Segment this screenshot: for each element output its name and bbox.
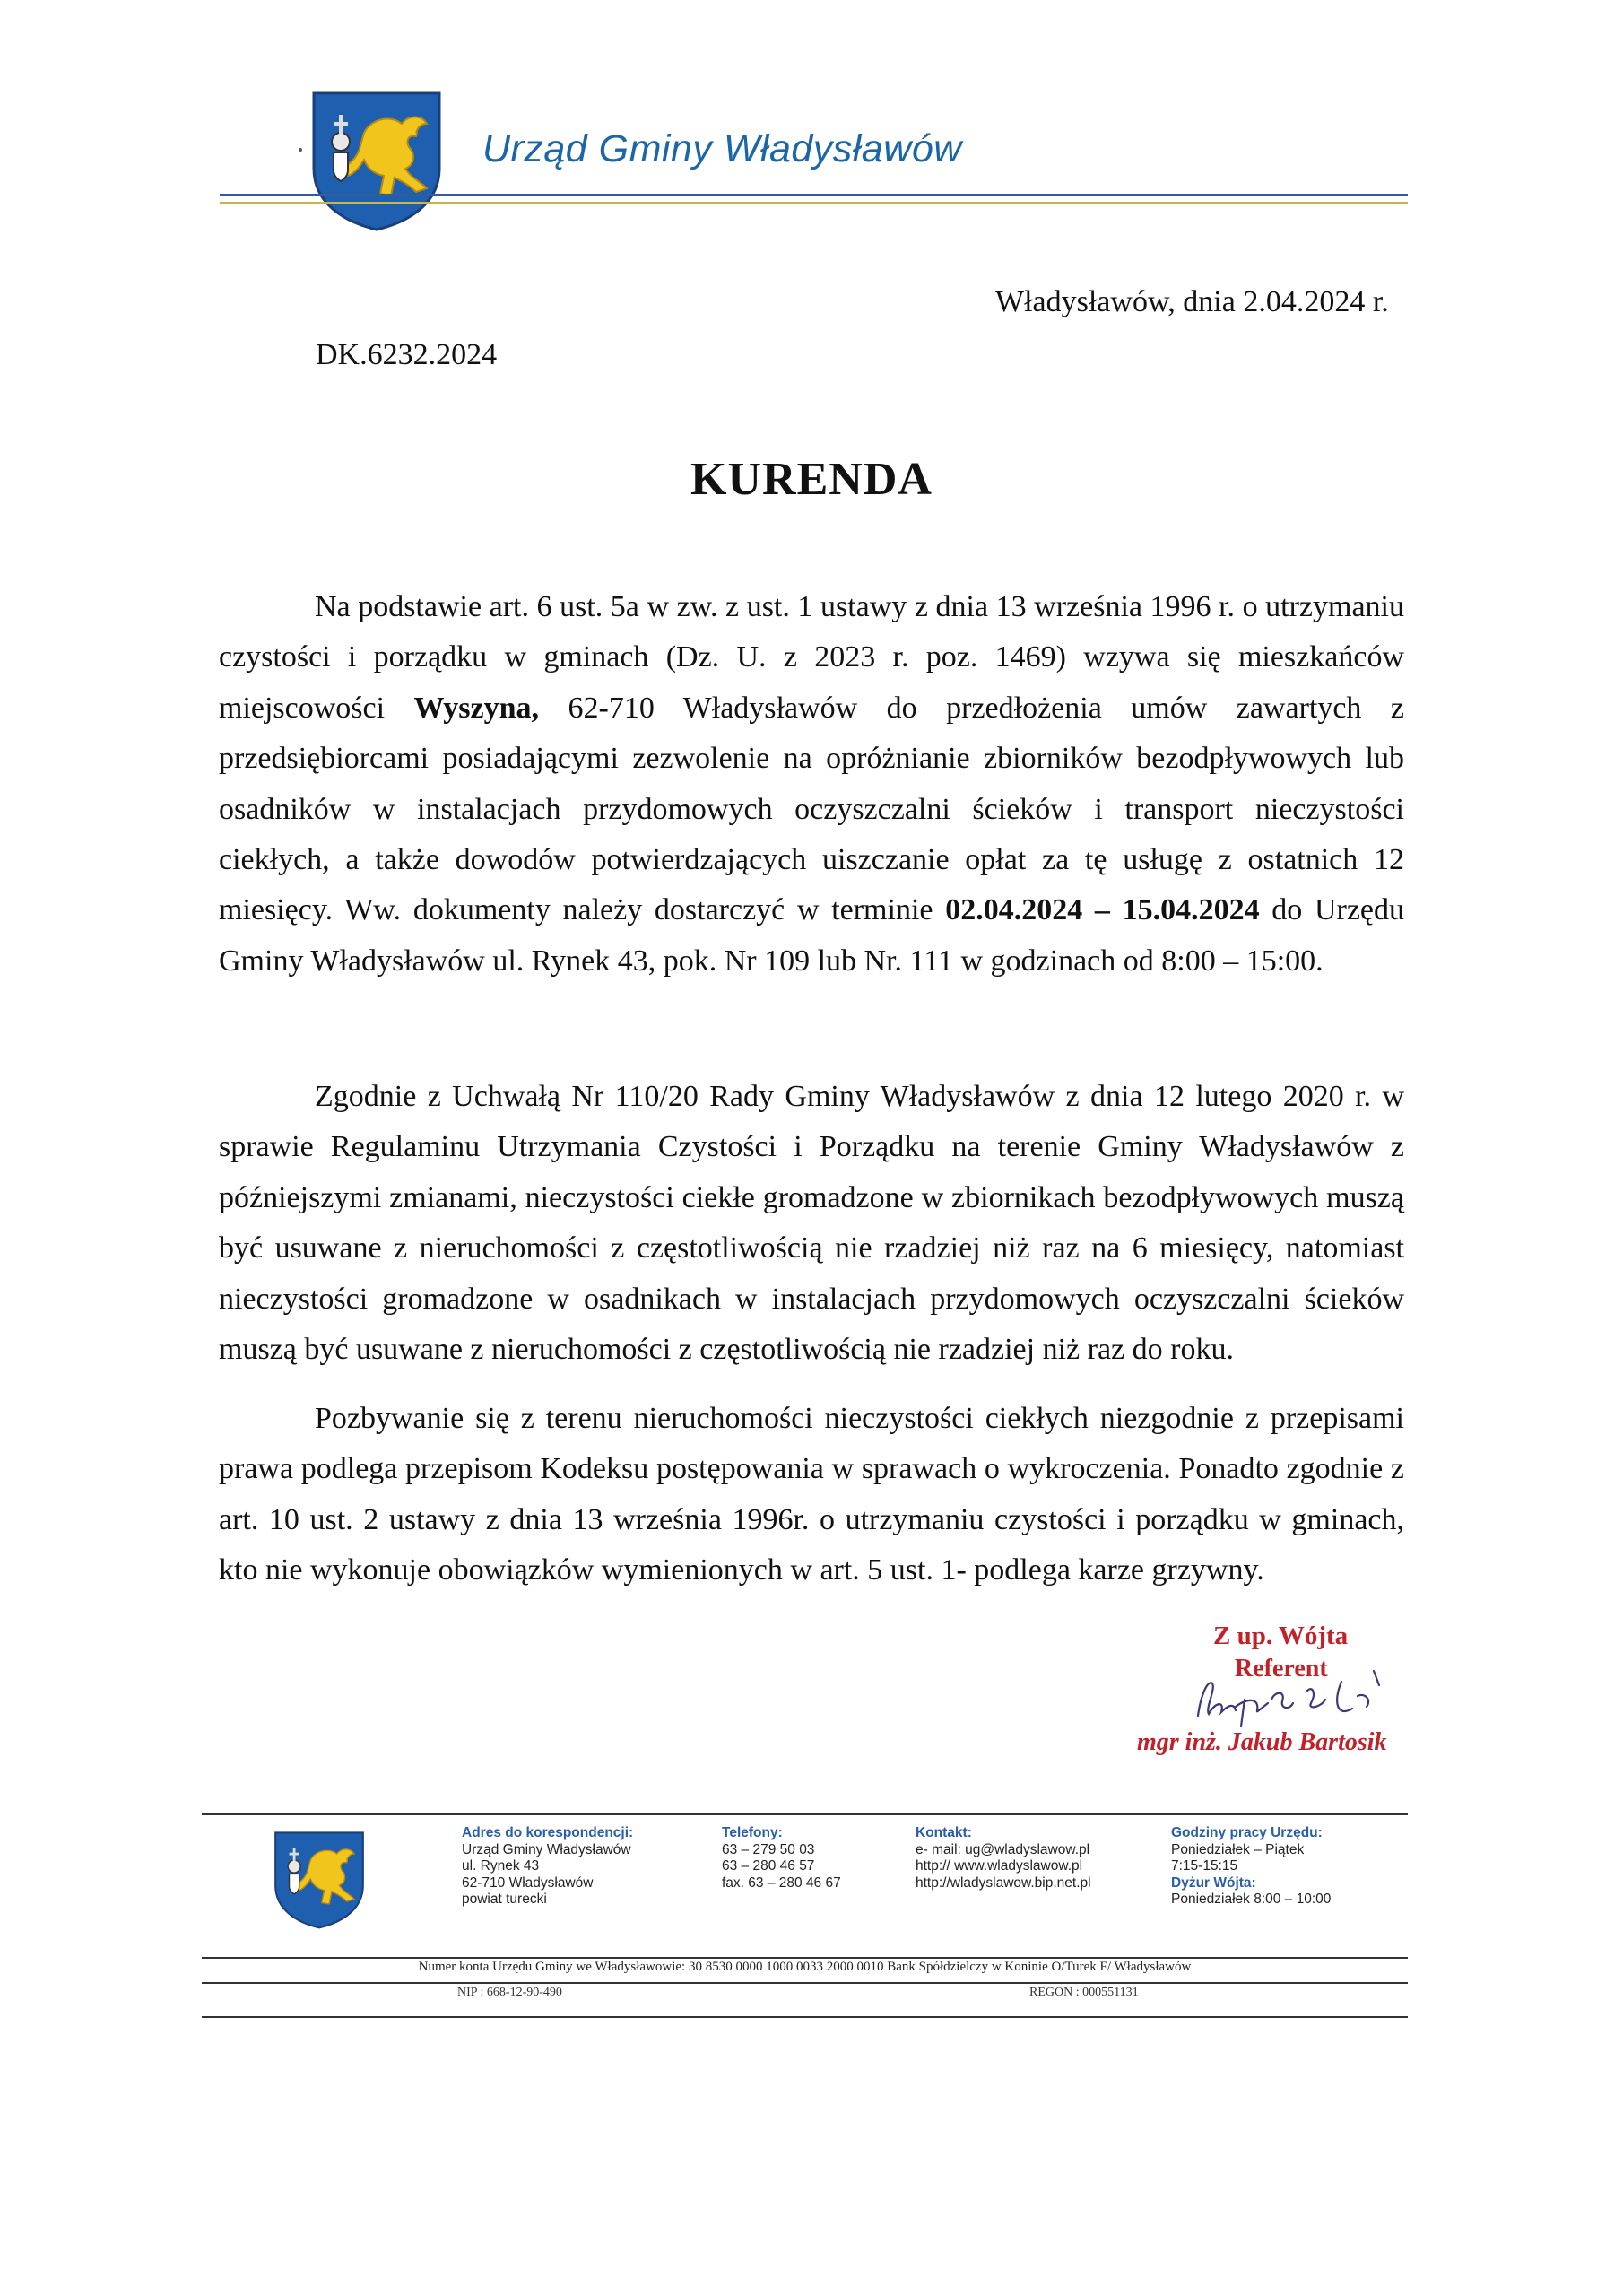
footer-rule-b — [202, 1982, 1408, 1984]
header-dot — [299, 148, 302, 152]
footer-rule-c — [202, 2016, 1408, 2018]
footer-address: Adres do korespondencji: Urząd Gminy Władysławów ul. Rynek 43 62-710 Władysławów powiat turecki — [462, 1825, 634, 1907]
footer-rule-top — [202, 1813, 1408, 1815]
nip-number: NIP : 668-12-90-490 — [457, 1986, 562, 1999]
place-name: Wyszyna, — [413, 691, 540, 725]
paragraph-1: Na podstawie art. 6 ust. 5a w zw. z ust. 1 ustawy z dnia 13 września 1996 r. o utrzymaniu czystości i porządku w gminach (Dz. U. z 2023 r. poz. 1469) wzywa się mieszkańców miejscowości Wyszyna, 62-710 Władysławów do przedłożenia umów zawartych z przedsiębiorcami posiadającymi zezwolenie na opróżnianie zbiorników bezodpływowych lub osadników w instalacjach przydomowych oczyszczalni ścieków i transport nieczystości ciekłych, a także dowodów potwierdzających uiszczanie opłat za tę usługę z ostatnich 12 miesięcy. Ww. dokumenty należy dostarczyć w terminie 02.04.2024 – 15.04.2024 do Urzędu Gminy Władysławów ul. Rynek 43, pok. Nr 109 lub Nr. 111 w godzinach od 8:00 – 15:00. — [219, 590, 1404, 978]
office-name: Urząd Gminy Władysławów — [482, 127, 962, 170]
header-rule-blue — [220, 194, 1408, 196]
paragraph-2: Zgodnie z Uchwałą Nr 110/20 Rady Gminy Władysławów z dnia 12 lutego 2020 r. w sprawie Regulaminu Utrzymania Czystości i Porządku na terenie Gminy Władysławów z późniejszymi zmianami, nieczystości ciekłe gromadzone w zbiornikach bezodpływowych muszą być usuwane z nieruchomości z częstotliwością nie rzadziej niż raz na 6 miesięcy, natomiast nieczystości gromadzone w osadnikach w instalacjach przydomowych oczyszczalni ścieków muszą być usuwane z nieruchomości z częstotliwością nie rzadziej niż raz do roku. — [219, 1080, 1404, 1367]
bank-account-line: Numer konta Urzędu Gminy we Władysławowie: 30 8530 0000 1000 0033 2000 0010 Bank Spółdzielczy w Koninie O/Turek F/ Władysławów — [418, 1960, 1192, 1974]
footer-phones: Telefony: 63 – 279 50 03 63 – 280 46 57 fax. 63 – 280 46 67 — [722, 1825, 841, 1891]
document-date: Władysławów, dnia 2.04.2024 r. — [995, 285, 1389, 318]
footer-hours: Godziny pracy Urzędu: Poniedziałek – Piątek 7:15-15:15 Dyżur Wójta: Poniedziałek 8:00 – 10:00 — [1171, 1825, 1332, 1907]
header-rule-gold — [220, 202, 1408, 204]
signature-authority: Z up. Wójta — [1213, 1622, 1349, 1650]
footer-coat-of-arms-logo — [272, 1826, 367, 1932]
paragraph-3: Pozbywanie się z terenu nieruchomości nieczystości ciekłych niezgodnie z przepisami prawa podlega przepisom Kodeksu postępowania w sprawach o wykroczenia. Ponadto zgodnie z art. 10 ust. 2 ustawy z dnia 13 września 1996r. o utrzymaniu czystości i porządku w gminach, kto nie wykonuje obowiązków wymienionych w art. 5 ust. 1- podlega karze grzywny. — [219, 1402, 1404, 1587]
signature-role: Referent — [1235, 1655, 1328, 1683]
document-title: KURENDA — [690, 454, 933, 505]
coat-of-arms-logo — [308, 88, 445, 231]
contact-bip[interactable]: http://wladyslawow.bip.net.pl — [916, 1874, 1091, 1891]
footer-rule-a — [202, 1957, 1408, 1959]
document-reference: DK.6232.2024 — [316, 338, 498, 371]
contact-email[interactable]: e- mail: ug@wladyslawow.pl — [916, 1841, 1090, 1857]
footer-contact: Kontakt: e- mail: ug@wladyslawow.pl http:// www.wladyslawow.pl http://wladyslawow.bip.net.pl — [916, 1825, 1091, 1891]
deadline-dates: 02.04.2024 – 15.04.2024 — [945, 893, 1260, 927]
handwritten-signature — [1182, 1664, 1397, 1735]
regon-number: REGON : 000551131 — [1029, 1986, 1139, 1999]
signatory-name: mgr inż. Jakub Bartosik — [1137, 1728, 1387, 1756]
contact-website[interactable]: http:// www.wladyslawow.pl — [916, 1858, 1083, 1874]
